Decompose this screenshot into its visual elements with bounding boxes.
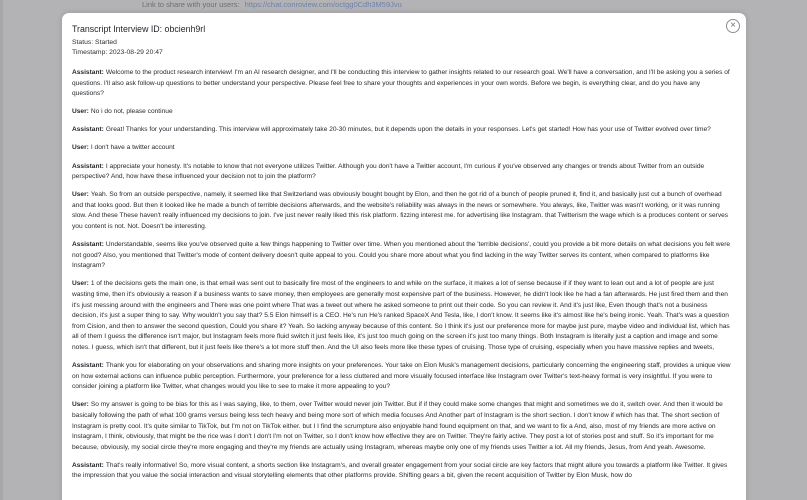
share-link-row — [142, 0, 402, 10]
message-speaker: Assistant: — [72, 69, 104, 76]
transcript-message — [72, 125, 732, 136]
message-text: No i do not, please continue — [90, 108, 173, 116]
transcript-message — [72, 162, 732, 183]
message-speaker: Assistant: — [72, 362, 104, 370]
transcript-message — [72, 279, 732, 353]
timestamp-text: Timestamp: 2023-08-29 20:47 — [72, 49, 163, 56]
message-text: I don't have a twitter account — [90, 144, 175, 152]
message-speaker: User: — [72, 108, 89, 116]
share-link-label: Link to share with your users: — [142, 0, 240, 9]
message-text: Welcome to the product research interview! I'm an AI research designer, and I'll be conducting this interview to gather insights related to our research goal. We'll have a conversation, and I'll be asking you a series of questions. I'll also ask follow-up questions to better understand your perspective. Please feel free to share your thoughts and experiences in your own words. Before we begin, is everything clear, and do you have any questions? — [72, 69, 730, 98]
modal-header — [72, 24, 732, 58]
message-speaker: Assistant: — [72, 126, 104, 134]
message-text: I appreciate your honesty. It's notable to know that not everyone utilizes Twitter. Although you don't have a Twitter account, I'm curious if you've observed any changes or trends about Twitter from an outside perspective? And, how have these influenced your decision not to join the platform? — [72, 162, 705, 181]
transcript-message — [72, 143, 732, 154]
message-speaker: User: — [72, 280, 89, 288]
close-icon: × — [730, 20, 736, 31]
message-text: Understandable, seems like you've observed quite a few things happening to Twitter over time. When you mentioned about the 'terrible decisions', could you provide a bit more details on what decisions you felt were not good? Also, you mentioned that Twitter's mode of content delivery doesn't quite appeal to you. Could you share more about what you find lacking in the way Twitter serves its content, when compared to platforms like Instagram? — [72, 241, 731, 270]
message-speaker: Assistant: — [72, 461, 104, 469]
transcript-message — [72, 361, 732, 393]
transcript-message — [72, 68, 732, 100]
message-speaker: Assistant: — [72, 241, 104, 249]
transcript-message — [72, 190, 732, 232]
message-text: Thank you for elaborating on your observations and sharing more insights on your preferences. Your take on Elon Musk's management decisions, particularly concerning the engineering staff, provides a unique view on how external actions can influence public perception. Furthermore, your preference for a less cluttered and more visually focused interface like Instagram over Twitter's text-heavy format is very insightful. If you were to consider joining a platform like Twitter, what changes would you like to see to make it more appealing to you? — [72, 362, 731, 391]
transcript-modal — [62, 13, 746, 500]
message-text: Yeah. So from an outside perspective, namely, it seemed like that Switzerland was obviously bought bought by Elon, and then he got rid of a bunch of people pruned it, find it, and basically just cut a bunch of overhead and that looks good. But then it looked like he made a bunch of terrible decisions afterwards, and the website's reliability was always in the news or somewhere. You always, like, Twitter was wasn't working, or it was running slow. And these These haven't really influenced my decisions to join. I've just never really liked this risk platform. fizzing interest me. for advertising like Instagram. that Twitterism the wage which is a produces content or serves you content is not. Not. Doesn't be interesting. — [72, 191, 729, 231]
transcript-message — [72, 240, 732, 272]
message-speaker: Assistant: — [72, 162, 104, 170]
transcript-message — [72, 107, 732, 118]
message-text: 1 of the decisions gets the main one, is that email was sent out to basically fire most of the engineers to and while on the surface, it makes a lot of sense because if if they want to lean out and a lot of people are just wasting time, then it's obviously a reason if a business wants to save money, then employees are generally most expensive part of the business. However, he didn't look like he had a fan afterwards. He just fired them and then it's just messing around with the engineers and There was one point where That was a tweet out where he asked someone to print out their code. So you can review it. And it's just like, Even though that's not a business decision, it's just a super thing to say. Why wouldn't you say that? 5.5 Elon himself is a CEO. He's run He's ranked SpaceX And Tesla, like, I don't know. It seems like it's almost like he's being ironic. Yeah. That's was a question from Cision, and then to answer the second question, Could you share it? Yeah. So lacking anyway because of this content. So I think it's just our preference more for maybe just pure, maybe video and individual list, which has all of them I guess the difference isn't major, but Instagram feels more fluid switch it just feels like, it's just too much going on the screen it's just too many things. Both Instagram is literally just a caption and image and some notes. I guess, which isn't that different, but it just feels like there's a lot more stuff then. And the UI also feels more like these types of cruising. Those type of cruising, especially when you have massive replies and tweets, — [72, 280, 730, 351]
message-text: Great! Thanks for your understanding. This interview will approximately take 20-30 minutes, but it depends upon the details in your responses. Let's get started! How has your use of Twitter evolved over time? — [105, 126, 711, 134]
message-speaker: User: — [72, 401, 89, 409]
message-text: So my answer is going to be bias for this as I was saying, like, to them, over Twitter would never join Twitter. But if if they could make some changes that might and sometimes we do it, switch over. And then it would be basically following the path of what 100 grams versus being less tech heavy and being more sort of which media focuses And Another part of Instagram is the short section. I don't know if which has that. The short section of Instagram is pretty cool. It's quite similar to TikTok, but I'm not on TikTok either. but I I find the scrumpture also enjoyable hand found equipment on that, and we want to fix a And, also, most of my friends are more active on Instagram, I think, obviously, that might be the rice was I don't I don't I'm not on Twitter, so I don't know how effective they are on Twitter. They're fairly active. They post a lot of stories post and stuff. So it's important for me because, obviously, my social circle they're more engaging and they're my friends are actually using Instagram, whereas maybe only one of my friends uses Twitter a lot. All my friends, Jesus, from And yeah. Awesome. — [72, 401, 723, 451]
backdrop-edge — [0, 0, 3, 500]
status-text: Status: Started — [72, 39, 117, 46]
modal-title: Transcript Interview ID: obcienh9rl — [72, 24, 206, 34]
message-speaker: User: — [72, 144, 89, 152]
transcript-message — [72, 400, 732, 453]
transcript-message — [72, 461, 732, 482]
share-link-url[interactable]: https://chat.conroview.com/octgg0Cdh3M59Jvu — [244, 0, 402, 9]
message-speaker: User: — [72, 191, 89, 199]
message-text: That's really informative! So, more visual content, a shorts section like Instagram's, and overall greater engagement from your social circle are key factors that might allure you towards a platform like Twitter. It gives the impression that you value the social interaction and visual storytelling elements that other platforms provide. Shifting gears a bit, given the recent acquisition of Twitter by Elon Musk, how do — [72, 461, 728, 480]
transcript-body — [72, 68, 732, 490]
